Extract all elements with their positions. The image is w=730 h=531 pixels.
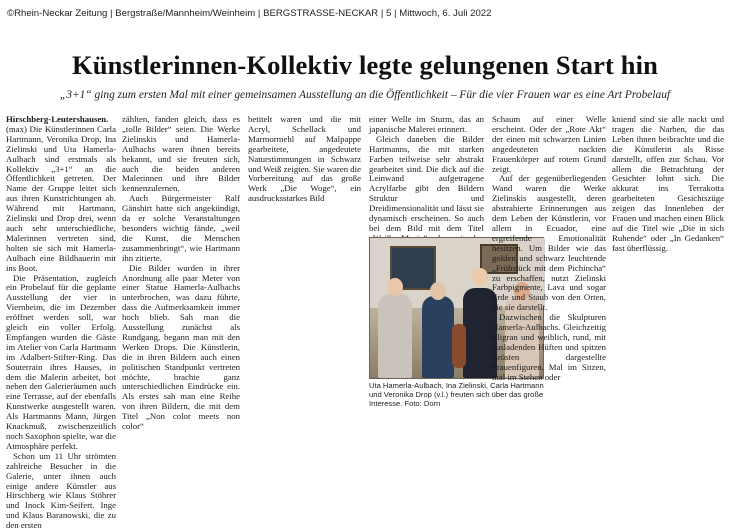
person-head	[430, 282, 446, 300]
article-paragraph: Schaum auf einer Welle erscheint. Oder der „Rote Akt“ der einen mit schwarzen Linien angedeuteten nackten Frauenkörper auf rotem Grund zeigt.	[492, 114, 606, 174]
article-column-1	[6, 114, 116, 531]
article-paragraph: zählten, fanden gleich, dass es „tolle Bilder“ seien. Die Werke Zielinskis und Hamerla-Aulbachs waren ihnen bereits bekannt, und sie freuten sich, auch die beiden anderen Malerinnen und ihre Bilder kennenzulernen.	[122, 114, 240, 194]
article-paragraph: betitelt waren und die mit Acryl, Schellack und Marmormehl auf Malpappe gearbeitete, angedeutete Naturstimmungen in Schwarz und Weiß zeigten. Sie waren die Vorbereitung auf das große Werk „Die Woge“, ein ausdrucksstarkes Bild	[248, 114, 361, 204]
source-line: ©Rhein-Neckar Zeitung | Bergstraße/Mannheim/Weinheim | BERGSTRASSE-NECKAR | 5 | Mittwoch, 6. Juli 2022	[7, 8, 492, 19]
article-paragraph: Dazwischen die Skulpturen Hamerla-Aulbachs. Gleichzeitig filigran und weiblich, rund, mit ausladenden Hüften und spitzen Brüsten dargestellte Frauenfiguren. Mal im Sitzen, mal im Stehen oder	[492, 312, 606, 382]
sculpture	[452, 324, 466, 368]
article-column-2	[122, 114, 240, 432]
article-paragraph: Auf der gegenüberliegenden Wand waren die Werke Zielinskis ausgestellt, deren abstrahierte Erinnerungen aus dem Leben der Künstlerin, vor allem in Ecuador, eine ergreifende Emotionalität besitzen. Um Bilder wie das golden und schwarz leuchtende „Frühstück mit dem Pichincha“ zu erschaffen, nutzt Zielinski Farbpigmente, Lava und sogar Erde und Staub von den Orten, die sie darstellt.	[492, 173, 606, 313]
article-paragraph: Gleich daneben die Bilder Hartmanns, die mit starken Farben teilweise sehr abstrakt gearbeitet sind. Die dick auf die Leinwand aufgetragene Acrylfarbe gibt den Bildern Struktur und Dreidimensionalität und lässt sie dynamisch erscheinen. So auch bei dem Bild mit dem Titel	[369, 133, 484, 233]
article-paragraph	[6, 115, 116, 274]
dateline: Hirschberg-Leutershausen.	[6, 114, 109, 124]
article-column-3	[248, 115, 361, 415]
person-head	[472, 268, 488, 286]
article-column-6	[612, 115, 724, 415]
article-paragraph: Die Bilder wurden in ihrer Anordnung alle paar Meter von einer Statue Hamerla-Aulbachs unterbrochen, was dazu führte, dass die Aufmerksamkeit immer hoch blieb. Sah man die Ausstellung zunächst als Rundgang, begann man mit den Werken Drops. Die Künstlerin, die in ihren Bildern auch einen politischen Standpunkt vertreten möchte, brachte ganz unterschiedlichen Eindrücke ein. Als erstes sah man eine Reihe von ihren Bildern, die mit dem Titel „Non color meets non color“	[122, 262, 240, 432]
person-head	[387, 278, 403, 296]
article-paragraph: einer Welle im Sturm, das an japanische Malerei erinnert.	[369, 114, 484, 134]
article-paragraph: Auch Bürgermeister Ralf Gänshirt hatte sich angekündigt, da er solche Veranstaltungen besonders wichtig fände, „weil die Kunst, die Menschen zusammenbringt“, wie Hartmann ihn zitierte.	[122, 193, 240, 263]
article-paragraph: Die Präsentation, zugleich ein Probelauf für die geplante Ausstellung der vier in Viernheim, die im Dezember eröffnet werden soll, war gleich ein voller Erfolg. Empfangen wurden die Gäste im Atelier von Carla Hartmann im Adalbert-Stifter-Ring. Das Souterrain ihres Hauses, in dem die Malerin arbeitet, bot neben den Galerieräumen auch eine Terrasse, auf der ebenfalls Kunstwerke ausgestellt waren. Als Hartmanns Mann, Jürgen Knackmuß, zwischenzeitlich noch Saxophon spielte, war die Atmosphäre perfekt.	[6, 272, 116, 451]
article-column-4	[369, 115, 484, 235]
headline: Künstlerinnen-Kollektiv legte gelungenen Start hin	[71, 50, 659, 80]
person-figure	[378, 294, 412, 378]
subheadline: „3+1“ ging zum ersten Mal mit einer gemeinsamen Ausstellung an die Öffentlichkeit – Für die vier Frauen war es eine Art Probelauf	[59, 89, 671, 101]
paragraph-text: (max) Die Künstlerinnen Carla Hartmann, Veronika Drop, Ina Zielinski und Uta Hamerla-Aulbach sind erstmals als Kollektiv „3+1“ an die Öffentlichkeit getreten. Der Name der Gruppe leitet sich aus ihren Kunstrichtungen ab. Während mit Hartmann, Zielinski und Drop drei, wenn auch sehr unterschiedliche, Malerinnen vertreten sind, holten sie sich mit Hamerla-Aulbach eine Bildhauerin mit ins Boot.	[6, 123, 116, 273]
article-paragraph: kniend sind sie alle nackt und tragen die Narben, die das Leben ihnen beibrachte und die die Künstlerin als Risse darstellt, offen zur Schau. Vor allem die Betrachtung der Gesichter lohnt sich. Die akkurat ins Terrakotta gearbeiteten Gesichtszüge zeigen das Innenleben der Frauen und machen einen Blick auf die Titel wie „Die in sich Ruhende“ oder „In Gedanken“ fast überflüssig.	[612, 114, 724, 253]
article-paragraph: Schon um 11 Uhr strömten zahlreiche Besucher in die Galerie, unter ihnen auch einige andere Künstler aus Hirschberg wie Klaus Stöhrer und Inock Kim-Seifert. Inge und Klaus Baranowski, die zu den ersten	[6, 450, 116, 531]
article-column-5	[492, 115, 606, 415]
photo-caption: Uta Hamerla-Aulbach, Ina Zielinski, Carla Hartmann und Veronika Drop (v.l.) freuten sich über das große Interesse. Foto: Dorn	[369, 381, 544, 409]
person-figure	[422, 296, 454, 378]
